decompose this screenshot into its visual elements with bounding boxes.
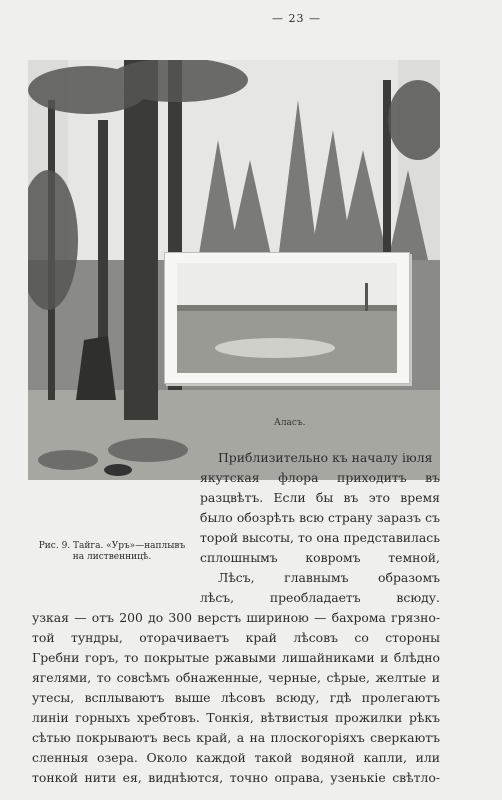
text-line: было обозрѣть всю страну заразъ съ: [200, 510, 440, 525]
text-line: утесы, всплываютъ выше лѣсовъ всюду, гдѣ пролегаютъ: [32, 690, 440, 705]
text-line: торой высоты, то она представилась: [200, 530, 440, 545]
alas-landscape-inset: [164, 252, 410, 384]
page-number: — 23 —: [272, 12, 321, 25]
text-line: тонкой нити ея, виднѣются, точно оправа, узенькіе свѣтло-: [32, 770, 440, 785]
text-line: узкая — отъ 200 до 300 верстъ шириною — бахрома грязно-: [32, 610, 440, 625]
text-line: Гребни горъ, то покрытые ржавыми лишайниками и блѣдно: [32, 650, 440, 665]
text-line: Лѣсъ, главнымъ образомъ: [218, 570, 440, 585]
text-line: лѣсъ, преобладаетъ всюду.: [200, 590, 440, 605]
text-line: разцвѣтъ. Если бы въ это время: [200, 490, 440, 505]
text-line: линіи горныхъ хребтовъ. Тонкія, вѣтвистыя прожилки рѣкъ: [32, 710, 440, 725]
text-line: сѣтью покрываютъ весь край, а на плоскогоріяхъ сверкаютъ: [32, 730, 440, 745]
inset-caption: Аласъ.: [274, 418, 306, 428]
text-line: той тундры, оторачиваетъ край лѣсовъ со стороны: [32, 630, 440, 645]
body-text: [32, 448, 440, 788]
text-line: сленныя озера. Около каждой такой водяной капли, или: [32, 750, 440, 765]
text-line: ягелями, то совсѣмъ обнаженные, черные, сѣрые, желтые и: [32, 670, 440, 685]
text-line: сплошнымъ ковромъ темной,: [200, 550, 440, 565]
text-line: Приблизительно къ началу іюля: [218, 450, 433, 465]
text-line: якутская флора приходитъ въ: [200, 470, 440, 485]
figure-caption: Рис. 9. Тайга. «Уръ»—наплывъ на лиственницѣ.: [38, 541, 186, 562]
